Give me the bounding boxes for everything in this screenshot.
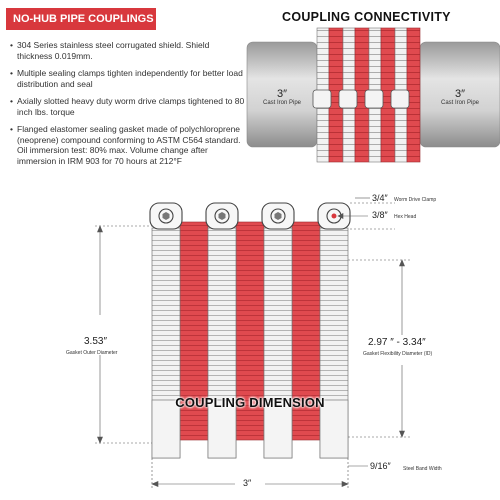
feature-item: • Axially slotted heavy duty worm drive clamps tightened to 80 inch lbs. torque xyxy=(10,96,245,117)
band-width-value: 9/16″ xyxy=(370,461,391,471)
product-title-badge: NO-HUB PIPE COUPLINGS xyxy=(6,8,156,30)
coupling-dimension-drawing xyxy=(152,222,348,458)
right-pipe-caption: Cast Iron Pipe xyxy=(440,100,480,106)
worm-clamp-label: Worm Drive Clamp xyxy=(394,197,437,203)
right-pipe-label xyxy=(425,88,495,106)
outer-diameter-label: Gasket Outer Diameter xyxy=(66,350,118,356)
hex-head-value: 3/8″ xyxy=(372,210,388,220)
length-value: 3″ xyxy=(243,478,252,488)
left-pipe-label xyxy=(250,88,314,106)
feature-item: • Flanged elastomer sealing gasket made of polychloroprene (neoprene) compound conforming to ASTM C564 standard. Oil immersion test: 80% max. Volume change after immersion in IRM 903 for 70 hours at 212°F xyxy=(10,124,245,166)
right-pipe-size: 3″ xyxy=(454,88,465,100)
left-pipe-size: 3″ xyxy=(276,88,287,100)
left-pipe-caption: Cast Iron Pipe xyxy=(262,100,302,106)
dimension-title: COUPLING DIMENSION xyxy=(175,395,325,410)
connectivity-title: COUPLING CONNECTIVITY xyxy=(282,10,451,24)
flex-diameter-label: Gasket Flexibility Diameter (ID) xyxy=(363,351,433,357)
feature-item: • 304 Series stainless steel corrugated shield. Shield thickness 0.019mm. xyxy=(10,40,245,61)
band-width-label: Steel Band Width xyxy=(403,466,442,472)
flex-diameter-value: 2.97 ″ - 3.34″ xyxy=(368,337,426,348)
outer-diameter-value: 3.53″ xyxy=(84,336,108,347)
hex-head-label: Hex Head xyxy=(394,214,417,220)
feature-item: • Multiple sealing clamps tighten independently for better load distribution and seal xyxy=(10,68,245,89)
worm-clamp-value: 3/4″ xyxy=(372,193,388,203)
